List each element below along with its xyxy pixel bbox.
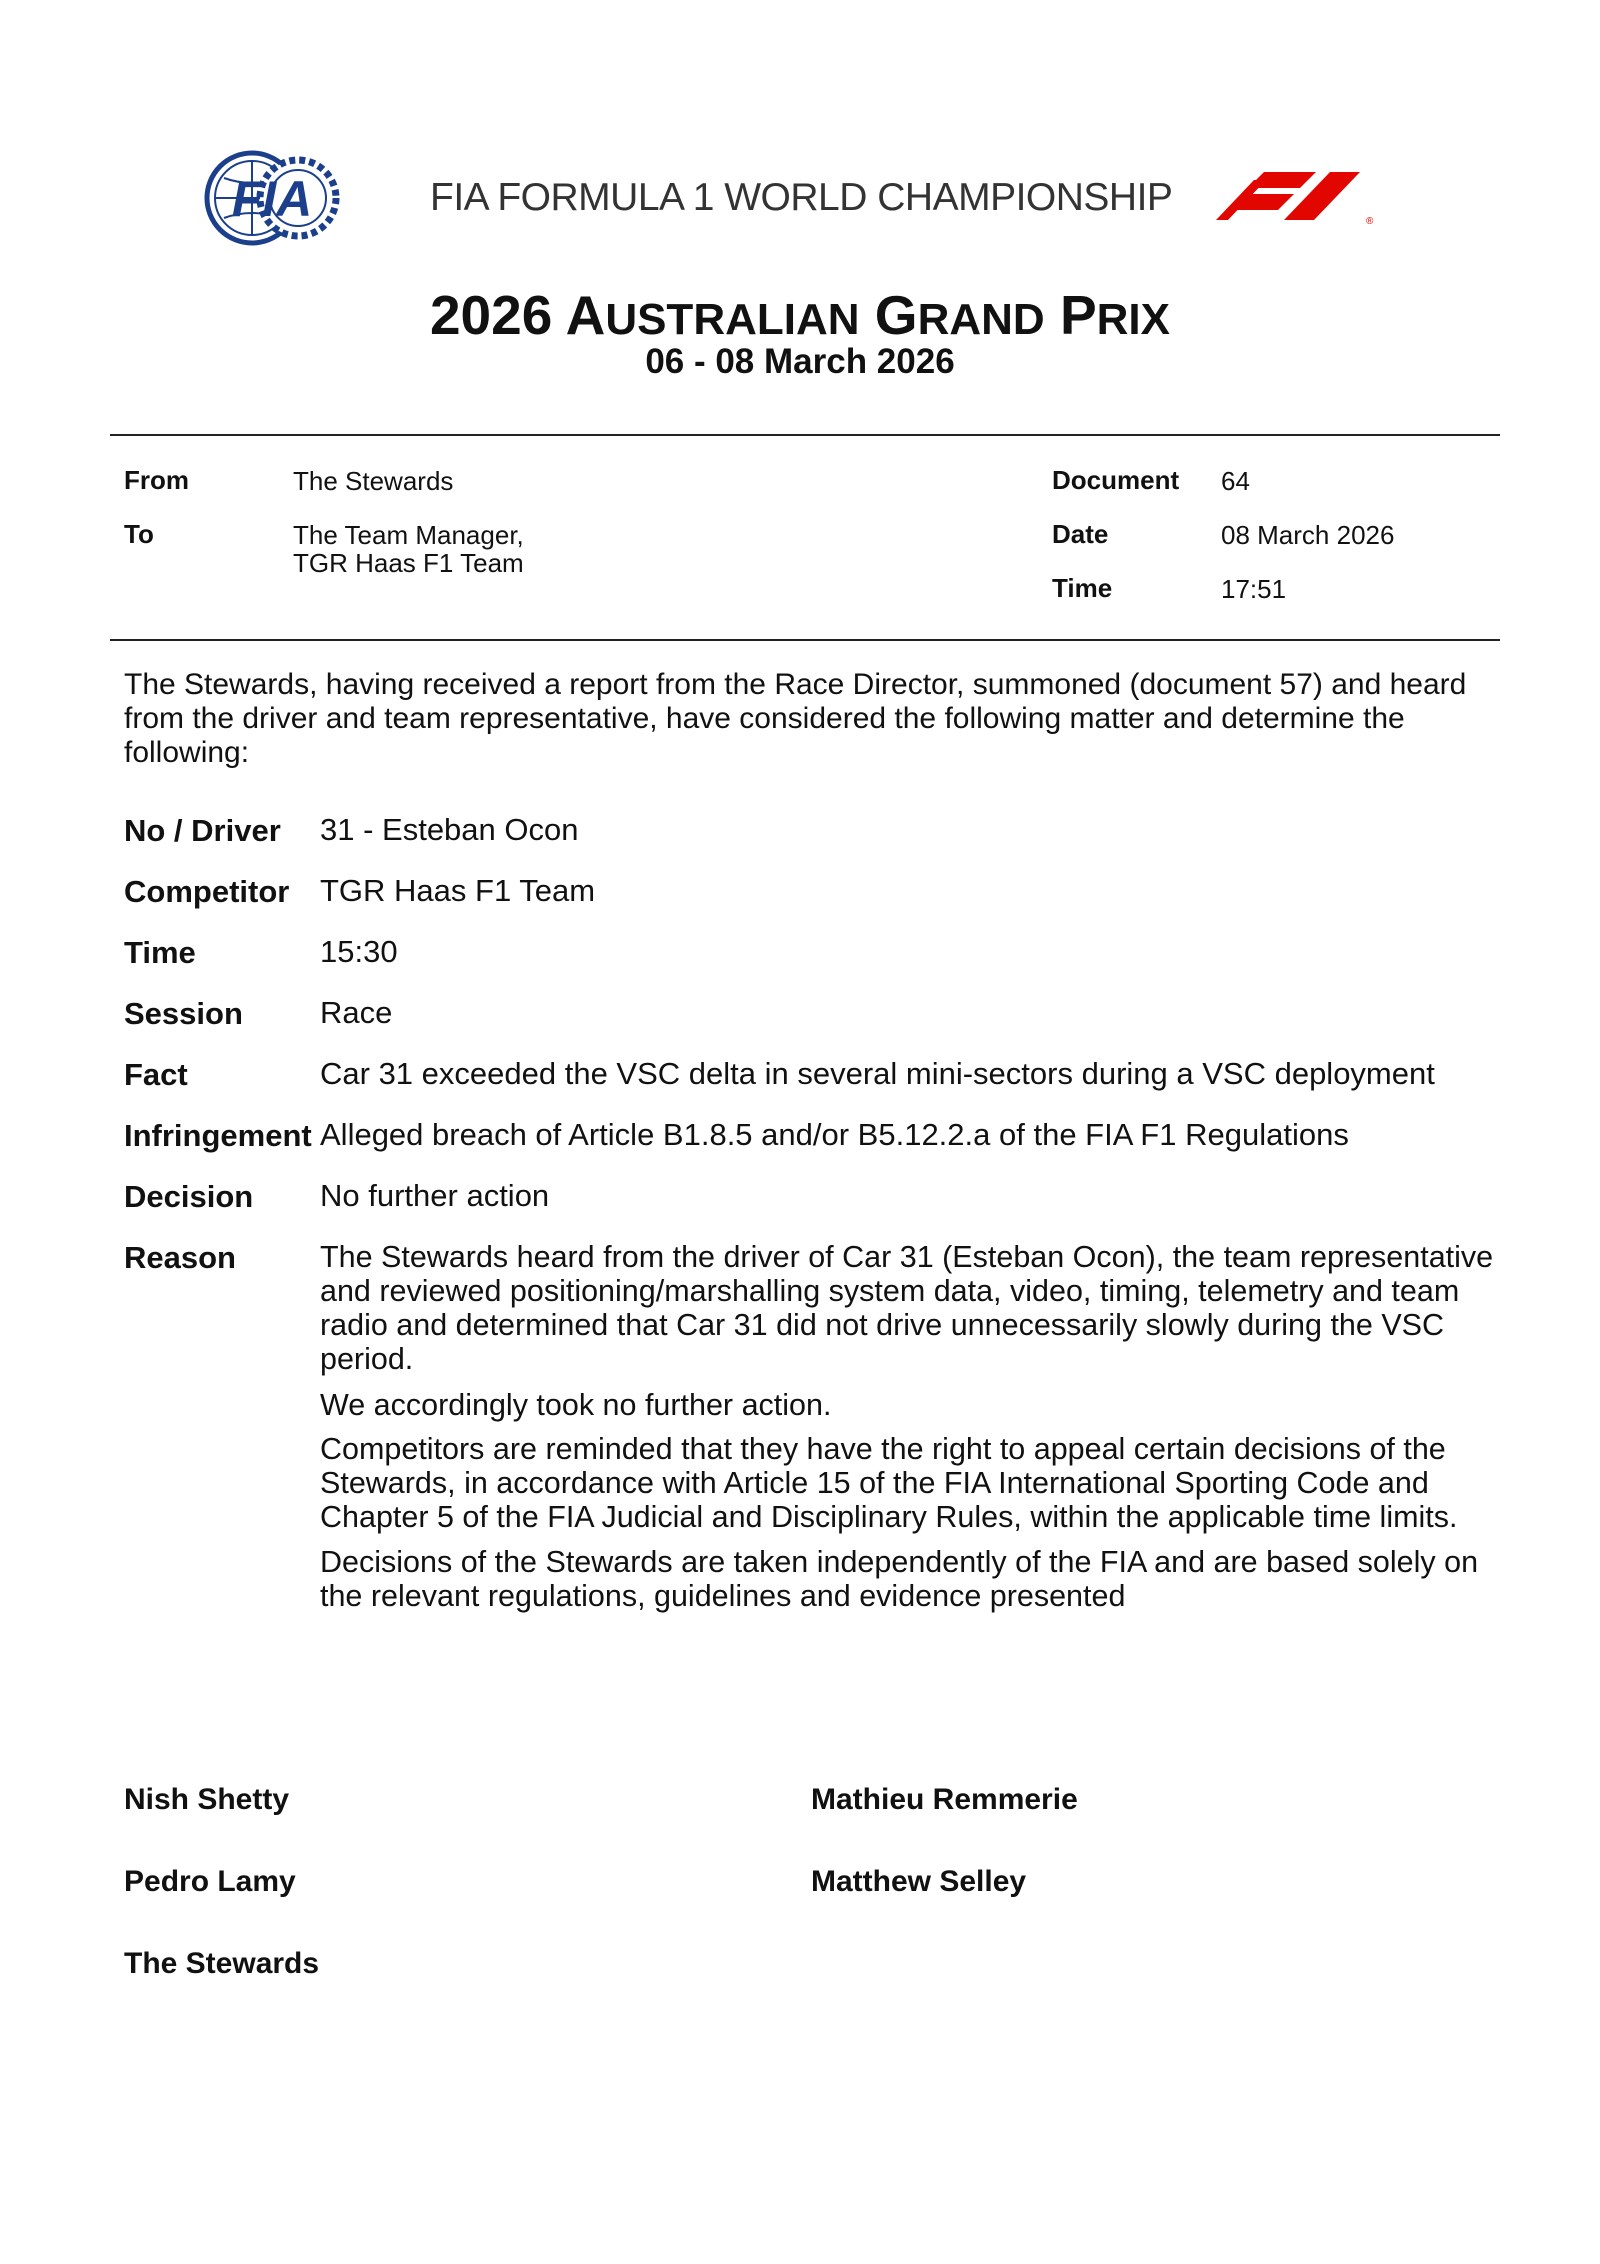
- date-label: Date: [1052, 519, 1109, 549]
- decision-label: Decision: [124, 1179, 254, 1214]
- event-title: 2026 AUSTRALIAN GRAND PRIX: [429, 284, 1171, 346]
- to-value-line1: The Team Manager,: [293, 520, 524, 550]
- from-label: From: [124, 465, 189, 495]
- reason-paragraph-3: Competitors are reminded that they have the right to appeal certain decisions of the Stewards, in accordance with Article 15 of the FIA International Sporting Code and Chapter 5 of the FIA Judicial and Disciplinary Rules, within the applicable time limits.: [320, 1432, 1458, 1534]
- time-value: 17:51: [1221, 574, 1287, 604]
- reason-paragraph-4: Decisions of the Stewards are taken independently of the FIA and are based solely on the relevant regulations, guidelines and evidence presented: [320, 1545, 1479, 1613]
- document-label: Document: [1052, 465, 1180, 495]
- driver-label: No / Driver: [124, 813, 281, 848]
- incident-time-label: Time: [124, 935, 196, 970]
- steward-name-1: Nish Shetty: [124, 1783, 290, 1816]
- svg-text:F1: F1: [1206, 168, 1208, 169]
- incident-time-value: 15:30: [320, 934, 398, 969]
- fact-label: Fact: [124, 1057, 188, 1092]
- steward-name-2: Mathieu Remmerie: [811, 1783, 1078, 1816]
- divider-top: [110, 434, 1500, 436]
- from-value: The Stewards: [293, 466, 454, 496]
- fact-value: Car 31 exceeded the VSC delta in several mini-sectors during a VSC deployment: [320, 1056, 1435, 1091]
- time-label: Time: [1052, 573, 1113, 603]
- to-value: [293, 521, 524, 577]
- event-dates: 06 - 08 March 2026: [645, 342, 955, 381]
- reason-paragraph-1: The Stewards heard from the driver of Car 31 (Esteban Ocon), the team representative and reviewed positioning/marshalling system data, video, timing, telemetry and team radio and determined that Car 31 did not drive unnecessarily slowly during the VSC period.: [320, 1240, 1494, 1376]
- decision-value: No further action: [320, 1178, 550, 1213]
- to-label: To: [124, 519, 154, 549]
- infringement-label: Infringement: [124, 1118, 312, 1153]
- championship-title: FIA FORMULA 1 WORLD CHAMPIONSHIP: [430, 176, 1173, 219]
- divider-bottom: [110, 639, 1500, 641]
- fia-logo: [204, 150, 342, 246]
- steward-name-4: Matthew Selley: [811, 1865, 1027, 1898]
- document-value: 64: [1221, 466, 1250, 496]
- driver-value: 31 - Esteban Ocon: [320, 812, 579, 847]
- session-value: Race: [320, 995, 393, 1030]
- svg-text:FIA: FIA: [231, 171, 313, 227]
- svg-text:®: ®: [1366, 216, 1374, 227]
- reason-label: Reason: [124, 1240, 236, 1275]
- session-label: Session: [124, 996, 243, 1031]
- intro-paragraph: The Stewards, having received a report from the Race Director, summoned (document 57) and heard from the driver and team representative, have considered the following matter and determine the following:: [124, 668, 1467, 769]
- date-value: 08 March 2026: [1221, 520, 1395, 550]
- to-value-line2: TGR Haas F1 Team: [293, 548, 524, 578]
- f1-logo: [1206, 168, 1402, 228]
- steward-name-3: Pedro Lamy: [124, 1865, 296, 1898]
- infringement-value: Alleged breach of Article B1.8.5 and/or B5.12.2.a of the FIA F1 Regulations: [320, 1117, 1349, 1152]
- stewards-footer: The Stewards: [124, 1947, 320, 1980]
- reason-paragraph-2: We accordingly took no further action.: [320, 1388, 832, 1422]
- competitor-label: Competitor: [124, 874, 290, 909]
- competitor-value: TGR Haas F1 Team: [320, 873, 596, 908]
